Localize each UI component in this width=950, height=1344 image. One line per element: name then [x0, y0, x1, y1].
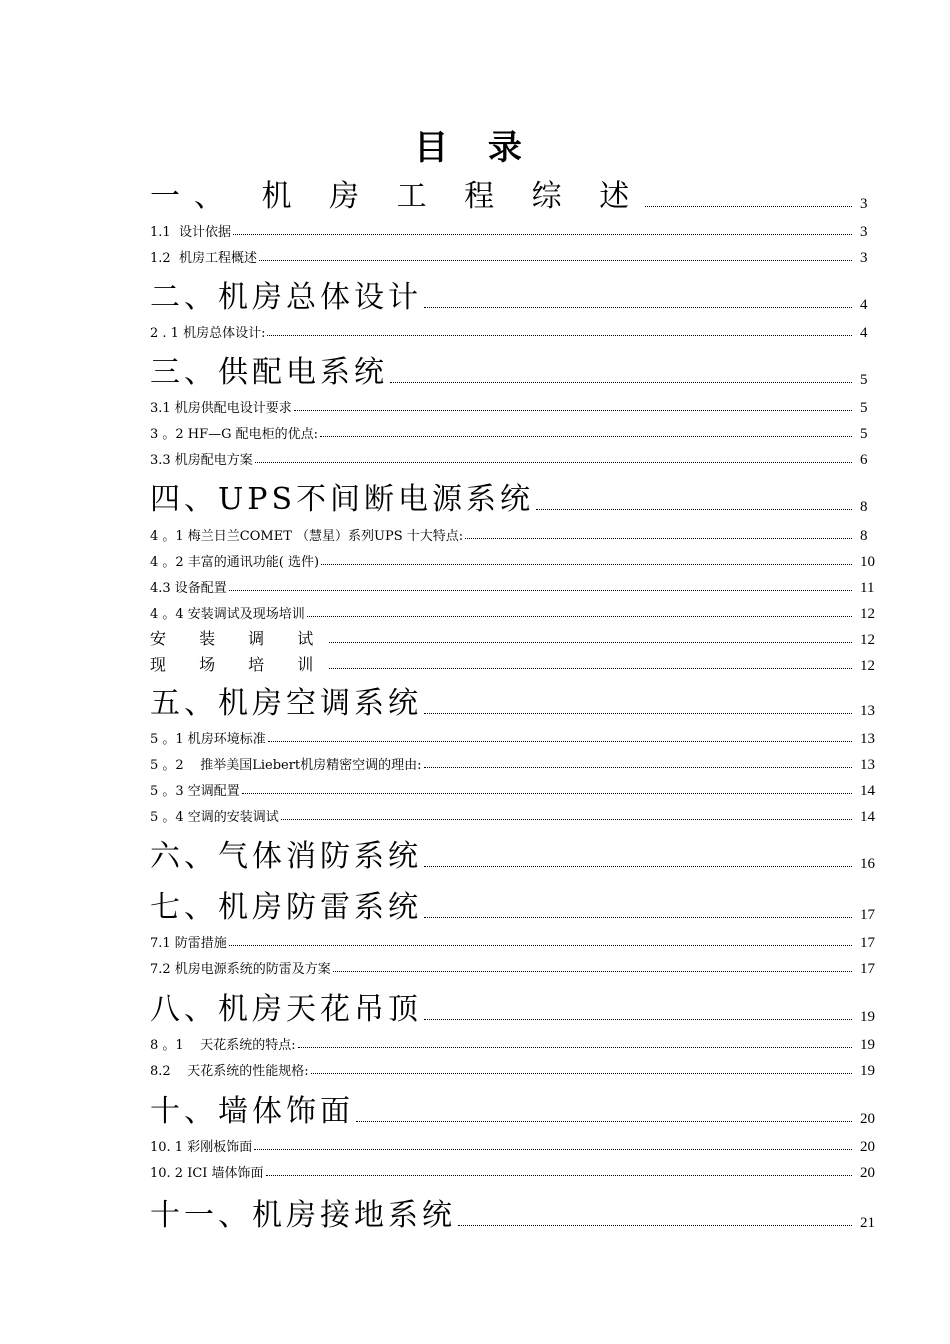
toc-leader-dots [266, 1175, 852, 1176]
toc-page-number: 3 [860, 224, 868, 240]
toc-entry-label: 5 。1 机房环境标准 [150, 732, 266, 747]
toc-leader-dots [390, 382, 852, 383]
toc-chapter[interactable] [150, 686, 890, 721]
toc-entry-label: 二、机房总体设计 [150, 280, 422, 315]
toc-section[interactable] [150, 948, 890, 978]
toc-entry-label: 3.1 机房供配电设计要求 [150, 401, 292, 416]
toc-leader-dots [645, 206, 852, 207]
toc-leader-dots [307, 616, 852, 617]
toc-page-number: 5 [860, 426, 868, 442]
toc-page-number: 16 [860, 856, 875, 872]
toc-entry-label: 5 。4 空调的安装调试 [150, 810, 279, 825]
toc-page-number: 8 [860, 499, 868, 515]
toc-leader-dots [424, 1019, 852, 1020]
toc-entry-label: 7.1 防雷措施 [150, 936, 227, 951]
toc-entry-label: 1.2 机房工程概述 [150, 251, 257, 266]
toc-leader-dots [320, 436, 852, 437]
toc-leader-dots [424, 307, 852, 308]
toc-leader-dots [424, 767, 852, 768]
toc-section[interactable] [150, 439, 890, 469]
toc-page-number: 20 [860, 1165, 875, 1181]
toc-page-number: 17 [860, 907, 875, 923]
toc-entry-label: 4 。4 安装调试及现场培训 [150, 607, 305, 622]
toc-leader-dots [255, 462, 852, 463]
toc-leader-dots [311, 1073, 852, 1074]
toc-entry-label: 4 。2 丰富的通讯功能( 选件) [150, 555, 320, 570]
toc-leader-dots [229, 945, 852, 946]
toc-page-number: 5 [860, 372, 868, 388]
toc-section[interactable] [150, 1152, 890, 1182]
toc-section[interactable] [150, 237, 890, 267]
toc-chapter[interactable] [150, 890, 890, 925]
toc-page-number: 6 [860, 452, 868, 468]
toc-leader-dots [424, 917, 852, 918]
toc-page-number: 4 [860, 325, 868, 341]
toc-page-number: 17 [860, 961, 875, 977]
toc-page-number: 5 [860, 400, 868, 416]
toc-page-number: 10 [860, 554, 875, 570]
toc-entry-label: 8 。1 天花系统的特点: [150, 1038, 296, 1053]
toc-page-number: 12 [860, 658, 875, 674]
toc-entry-label: 8.2 天花系统的性能规格: [150, 1064, 309, 1079]
toc-entry-label: 十一、机房接地系统 [150, 1198, 456, 1233]
toc-page-number: 12 [860, 632, 875, 648]
toc-leader-dots [254, 1149, 852, 1150]
toc-page-number: 19 [860, 1037, 875, 1053]
toc-page-number: 14 [860, 783, 875, 799]
toc-chapter[interactable] [150, 355, 890, 390]
toc-entry-label: 4.3 设备配置 [150, 581, 227, 596]
toc-chapter[interactable] [150, 280, 890, 315]
toc-entry-label: 5 。2 推举美国Liebert机房精密空调的理由: [150, 758, 422, 773]
toc-leader-dots [329, 642, 852, 643]
toc-page-number: 13 [860, 731, 875, 747]
toc-section[interactable] [150, 796, 890, 826]
toc-section[interactable] [150, 645, 890, 675]
toc-entry-label: 安 装 调 试 [150, 629, 328, 648]
toc-entry-label: 3.3 机房配电方案 [150, 453, 253, 468]
toc-leader-dots [465, 538, 852, 539]
toc-leader-dots [329, 668, 852, 669]
toc-entry-label: 2 . 1 机房总体设计: [150, 326, 266, 341]
toc-section[interactable] [150, 312, 890, 342]
toc-leader-dots [268, 741, 852, 742]
toc-leader-dots [281, 819, 852, 820]
toc-leader-dots [321, 564, 852, 565]
toc-chapter[interactable] [150, 1198, 890, 1233]
toc-leader-dots [259, 260, 852, 261]
toc-entry-label: 五、机房空调系统 [150, 686, 422, 721]
toc-page-number: 12 [860, 606, 875, 622]
toc-entry-label: 5 。3 空调配置 [150, 784, 240, 799]
toc-entry-label: 十、墙体饰面 [150, 1094, 354, 1129]
toc-entry-label: 三、供配电系统 [150, 355, 388, 390]
toc-page-number: 19 [860, 1009, 875, 1025]
toc-page-number: 3 [860, 250, 868, 266]
toc-page-number: 13 [860, 703, 875, 719]
toc-leader-dots [229, 590, 852, 591]
toc-entry-label: 7.2 机房电源系统的防雷及方案 [150, 962, 331, 977]
toc-page-number: 20 [860, 1139, 875, 1155]
toc-entry-label: 现 场 培 训 [150, 655, 328, 674]
toc-entry-label: 3 。2 HF—G 配电柜的优点: [150, 427, 319, 442]
toc-leader-dots [536, 509, 852, 510]
toc-leader-dots [356, 1121, 852, 1122]
toc-chapter[interactable] [150, 179, 890, 214]
toc-chapter[interactable] [150, 839, 890, 874]
toc-entry-label: 八、机房天花吊顶 [150, 992, 422, 1027]
toc-leader-dots [333, 971, 852, 972]
toc-chapter[interactable] [150, 482, 890, 517]
toc-page-number: 14 [860, 809, 875, 825]
toc-leader-dots [294, 410, 852, 411]
toc-leader-dots [424, 713, 852, 714]
toc-leader-dots [424, 866, 852, 867]
toc-leader-dots [242, 793, 852, 794]
toc-title: 目 录 [414, 128, 536, 168]
toc-page-number: 21 [860, 1215, 875, 1231]
toc-leader-dots [267, 335, 852, 336]
toc-leader-dots [298, 1047, 852, 1048]
toc-entry-label: 10. 1 彩刚板饰面 [150, 1140, 253, 1155]
toc-page-number: 4 [860, 297, 868, 313]
toc-entry-label: 1.1 设计依据 [150, 225, 231, 240]
toc-page-number: 13 [860, 757, 875, 773]
toc-entry-label: 4 。1 梅兰日兰COMET （慧星）系列UPS 十大特点: [150, 529, 464, 544]
toc-page-number: 11 [860, 580, 875, 596]
toc-chapter[interactable] [150, 992, 890, 1027]
toc-entry-label: 一、 机 房 工 程 综 述 [150, 179, 644, 214]
toc-entry-label: 10. 2 ICI 墙体饰面 [150, 1166, 264, 1181]
toc-section[interactable] [150, 1050, 890, 1080]
toc-page-number: 17 [860, 935, 875, 951]
toc-leader-dots [233, 234, 852, 235]
toc-entry-label: 六、气体消防系统 [150, 839, 422, 874]
toc-entry-label: 四、UPS不间断电源系统 [150, 482, 535, 517]
toc-page-number: 3 [860, 196, 868, 212]
toc-page-number: 19 [860, 1063, 875, 1079]
toc-chapter[interactable] [150, 1094, 890, 1129]
toc-page-number: 20 [860, 1111, 875, 1127]
toc-entry-label: 七、机房防雷系统 [150, 890, 422, 925]
toc-page-number: 8 [860, 528, 868, 544]
toc-leader-dots [458, 1225, 852, 1226]
